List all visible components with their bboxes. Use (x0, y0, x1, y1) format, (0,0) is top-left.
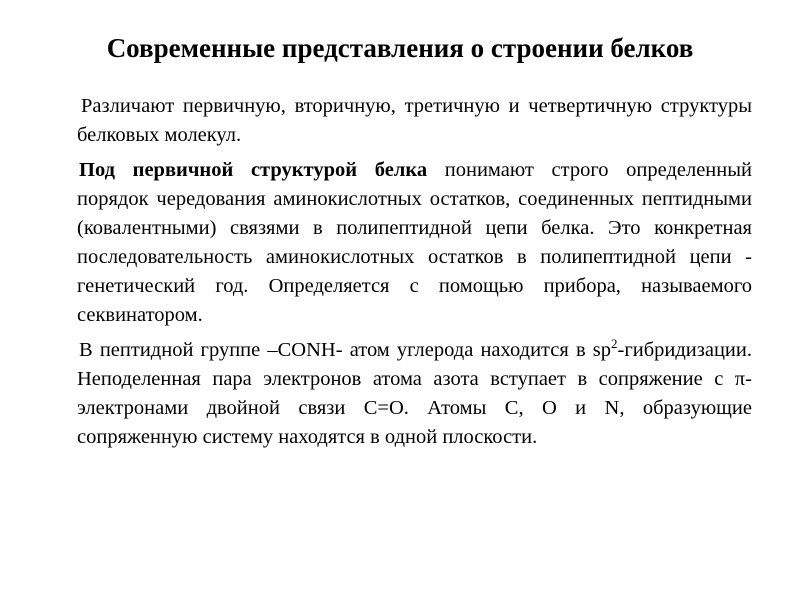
primary-structure-term: Под первичной структурой белка (79, 159, 428, 181)
paragraph-primary-structure (77, 156, 752, 330)
slide-title: Современные представления о строении белков (106, 33, 694, 63)
slide-body (77, 92, 752, 458)
peptide-group-text-end: -гибридизации. Неподеленная пара электронов атома азота вступает в сопряжение с π-электронами двойной связи C=O. Атомы C, O и N, образующие сопряженную систему находятся в одной плоскости. (77, 339, 752, 448)
hybridization-superscript: 2 (611, 336, 618, 352)
primary-structure-definition: понимают строго определенный порядок чередования аминокислотных остатков, соединенных пептидными (ковалентными) связями в полипептидной цепи белка. Это конкретная последовательность аминокислотных остатков в полипептидной цепи - генетический год. Определяется с помощью прибора, называемого секвинатором. (77, 159, 752, 326)
paragraph-structure-levels: Различают первичную, вторичную, третичную и четвертичную структуры белковых молекул. (77, 95, 752, 146)
peptide-group-text-start: В пептидной группе –CONH- атом углерода находится в sp (79, 339, 611, 361)
paragraph-peptide-group (77, 336, 752, 452)
